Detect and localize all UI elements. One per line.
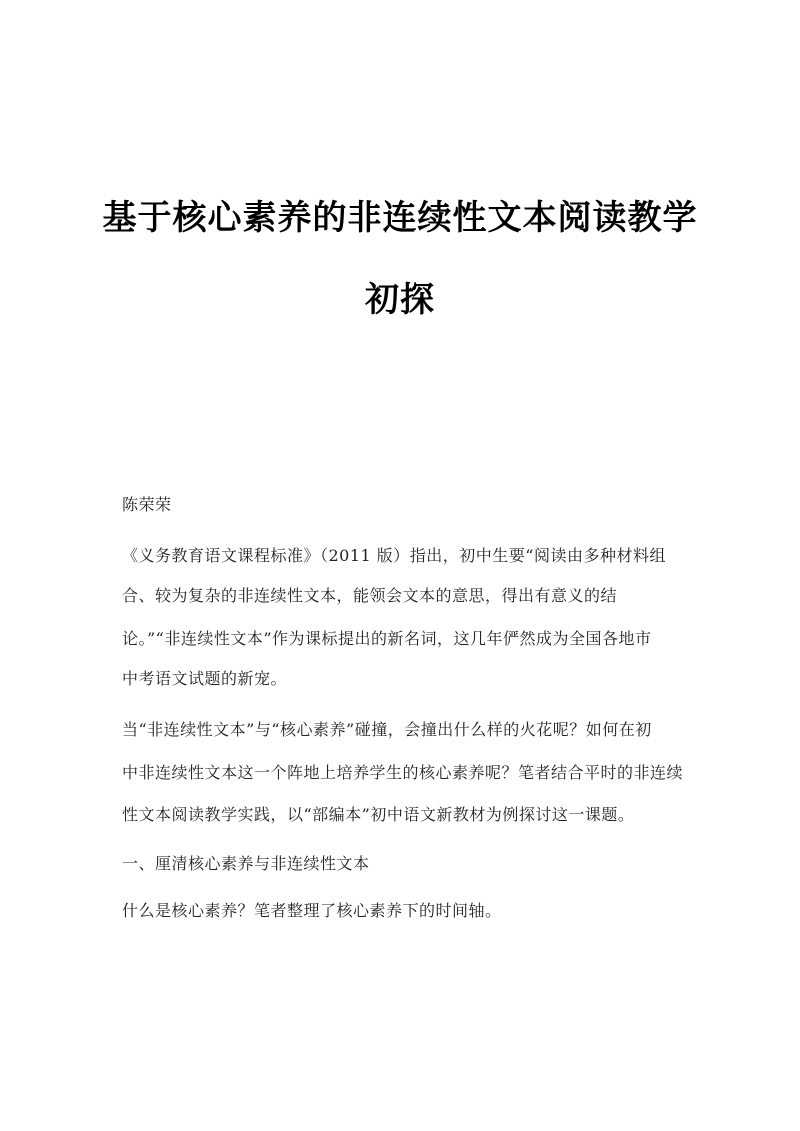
section-heading-1: 一、厘清核心素养与非连续性文本: [122, 854, 370, 873]
paragraph-2-line-3: 性文本阅读教学实践，以“部编本”初中语文新教材为例探讨这一课题。: [122, 805, 635, 824]
paragraph-2-line-2: 中非连续性文本这一个阵地上培养学生的核心素养呢？笔者结合平时的非连续: [122, 763, 684, 782]
paragraph-1-line-4: 中考语文试题的新宠。: [122, 669, 288, 688]
paragraph-1-line-3: 论。”“非连续性文本”作为课标提出的新名词，这几年俨然成为全国各地市: [122, 629, 652, 648]
author-name: 陈荣荣: [122, 495, 172, 514]
paragraph-1-line-2: 合、较为复杂的非连续性文本，能领会文本的意思，得出有意义的结: [122, 586, 618, 605]
paragraph-2-line-1: 当“非连续性文本”与“核心素养”碰撞，会撞出什么样的火花呢？如何在初: [122, 720, 652, 739]
paragraph-1-line-1: 《义务教育语文课程标准》（2011 版）指出，初中生要“阅读由多种材料组: [122, 546, 666, 565]
document-title-line-1: 基于核心素养的非连续性文本阅读教学: [102, 198, 698, 238]
paragraph-3-line-1: 什么是核心素养？笔者整理了核心素养下的时间轴。: [122, 901, 502, 920]
document-title-line-2: 初探: [365, 280, 435, 320]
